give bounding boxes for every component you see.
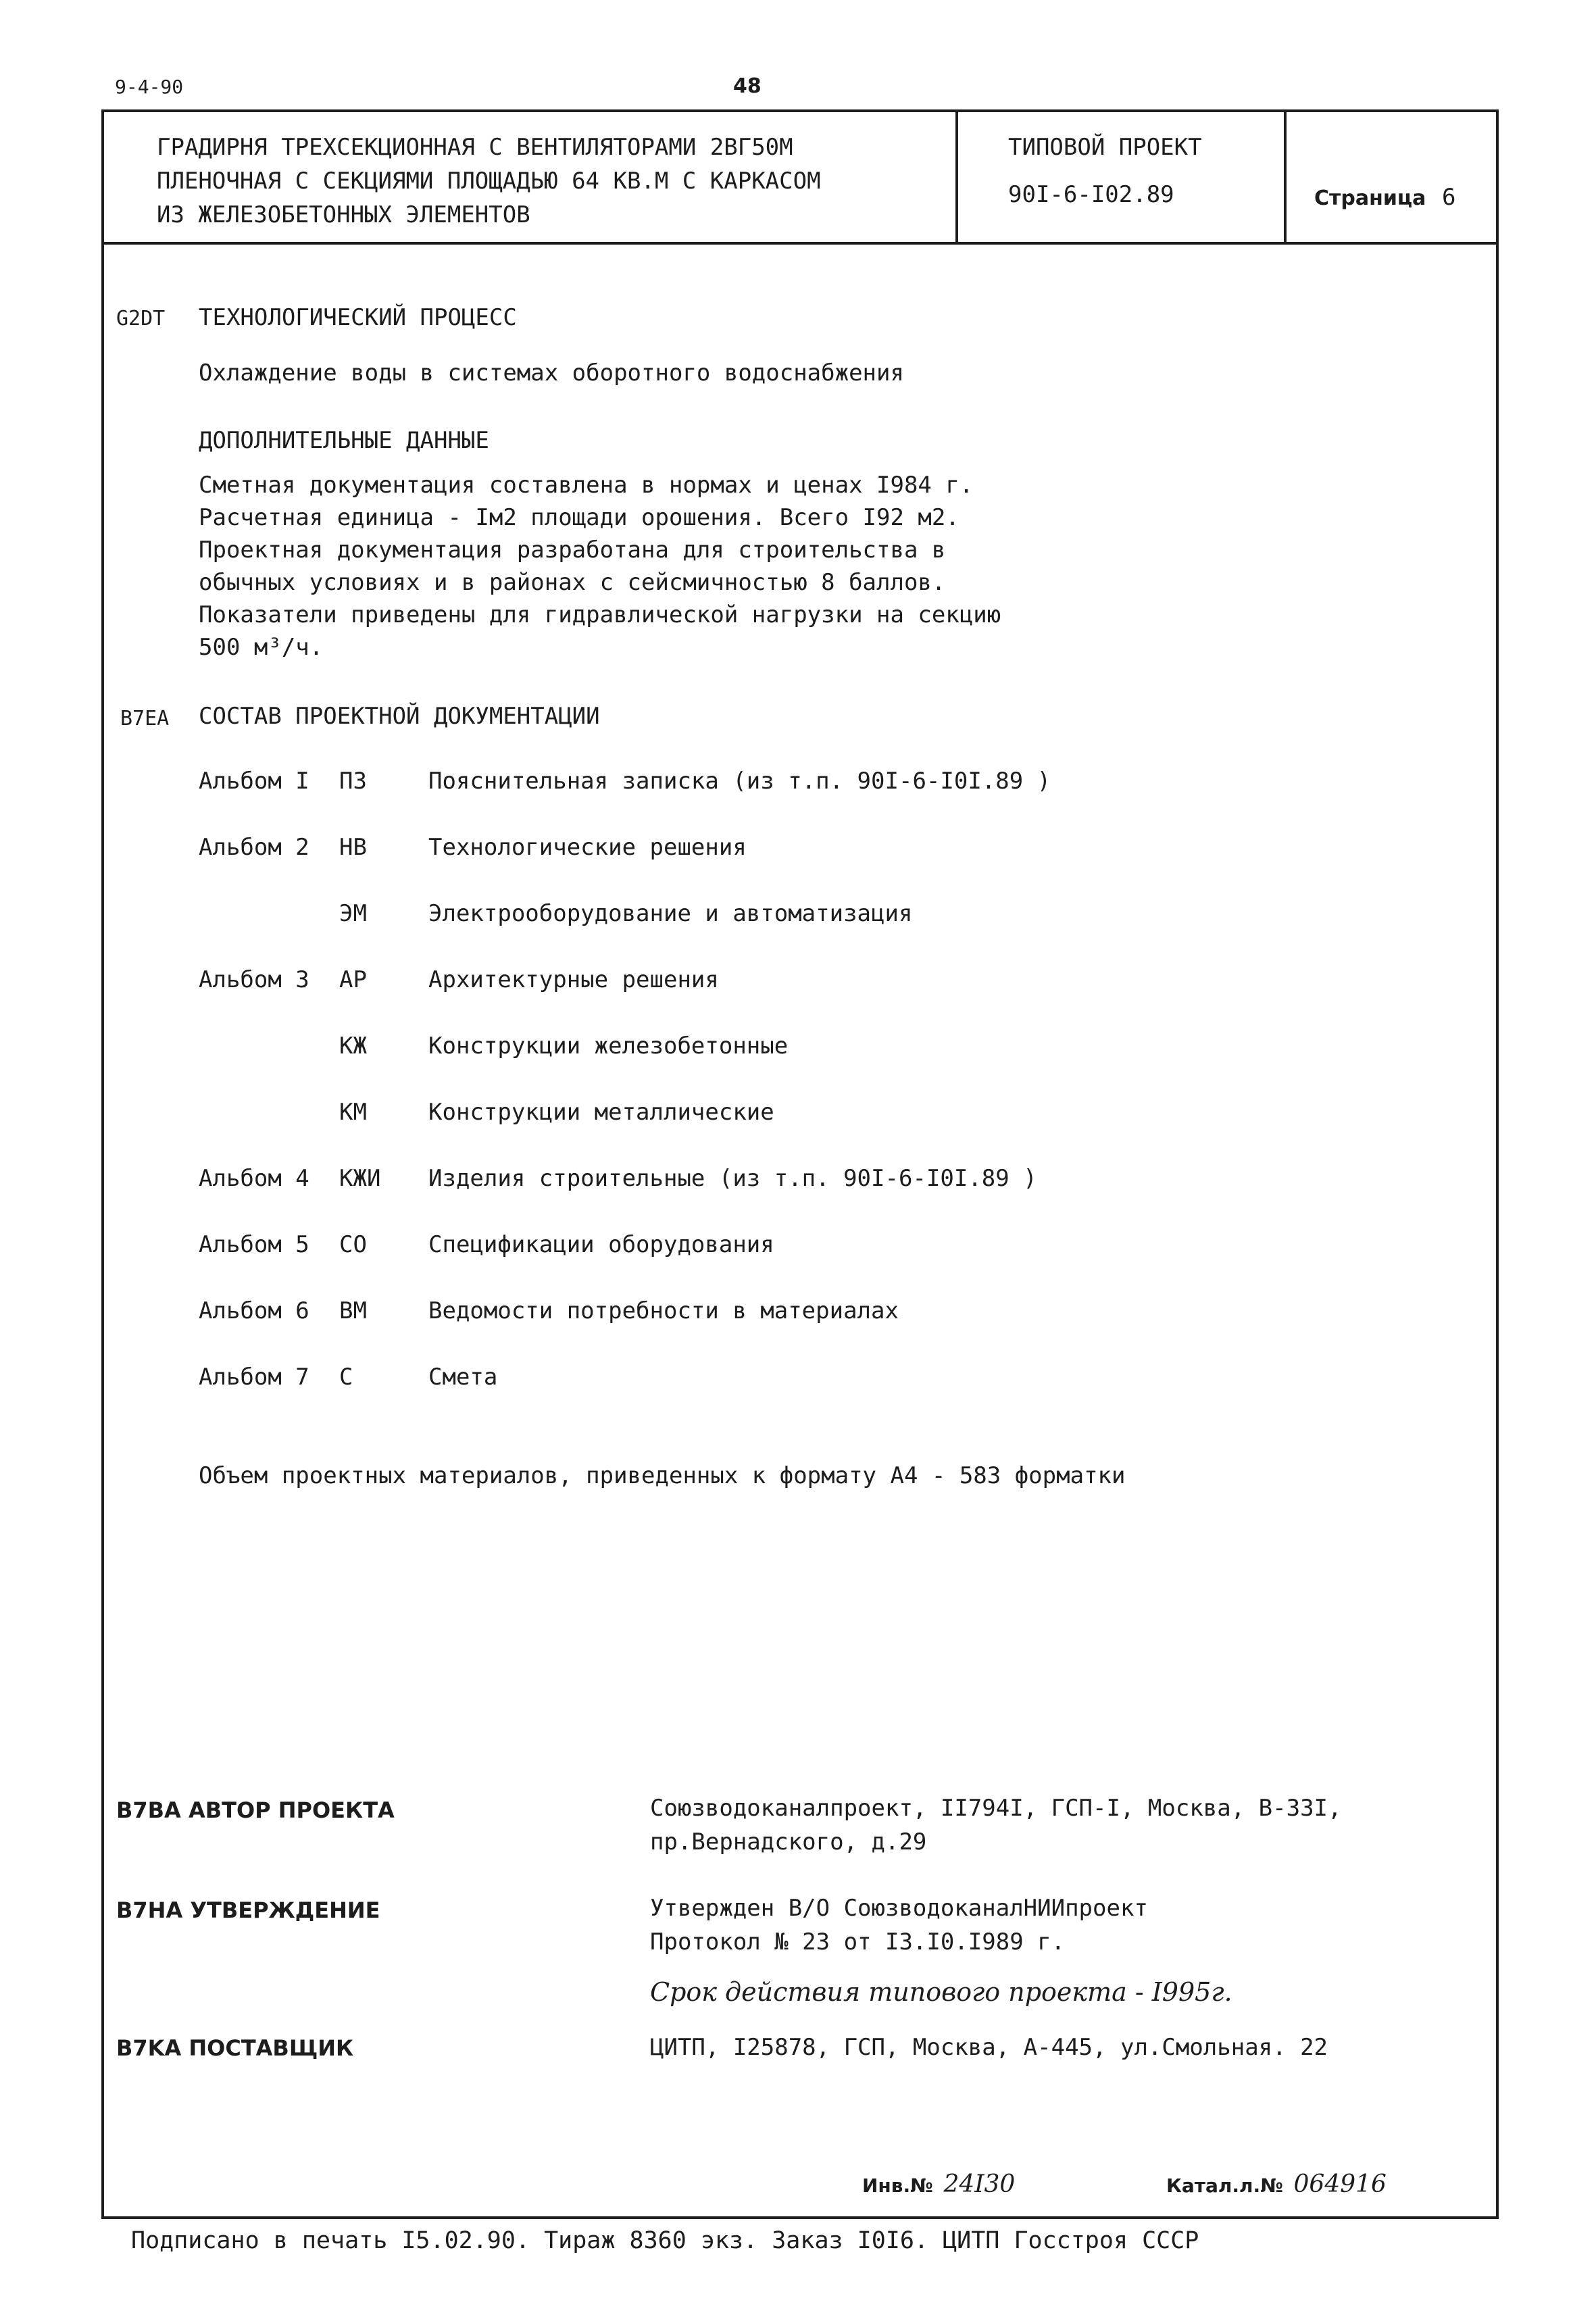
title-line: ИЗ ЖЕЛЕЗОБЕТОННЫХ ЭЛЕМЕНТОВ	[157, 201, 530, 228]
title-cell: Конструкции металлические	[428, 1099, 774, 1126]
header-divider-1	[955, 109, 958, 242]
mark-cell: ПЗ	[339, 768, 367, 795]
additional-line: Показатели приведены для гидравлической нагрузки на секцию	[199, 601, 1001, 628]
catalog-label: Катал.л.№	[1166, 2174, 1283, 2197]
mark-cell: ВМ	[339, 1297, 367, 1324]
inventory-label: Инв.№	[862, 2174, 933, 2197]
album-cell: Альбом 5	[199, 1231, 309, 1258]
album-cell: Альбом 2	[199, 834, 309, 861]
title-cell: Изделия строительные (из т.п. 90I-6-I0I.89 )	[428, 1165, 1037, 1192]
inventory-value: 24I30	[943, 2170, 1016, 2198]
project-type: ТИПОВОЙ ПРОЕКТ	[1008, 134, 1202, 161]
title-line: ГРАДИРНЯ ТРЕХСЕКЦИОННАЯ С ВЕНТИЛЯТОРАМИ 2ВГ50М	[157, 134, 793, 161]
additional-line: обычных условиях и в районах с сейсмичностью 8 баллов.	[199, 569, 946, 596]
title-cell: Архитектурные решения	[428, 966, 719, 993]
album-cell: Альбом 3	[199, 966, 309, 993]
title-cell: Пояснительная записка (из т.п. 90I-6-I0I.89 )	[428, 768, 1051, 795]
approval-line: Протокол № 23 от I3.I0.I989 г.	[650, 1928, 1066, 1956]
print-footer: Подписано в печать I5.02.90. Тираж 8360 экз. Заказ I0I6. ЦИТП Госстроя СССР	[131, 2227, 1199, 2254]
mark-cell: С	[339, 1364, 353, 1391]
additional-heading: ДОПОЛНИТЕЛЬНЫЕ ДАННЫЕ	[199, 427, 489, 454]
mark-cell: НВ	[339, 834, 367, 861]
mark-cell: КЖ	[339, 1032, 367, 1060]
album-cell: Альбом 6	[199, 1297, 309, 1324]
header-divider	[101, 242, 1499, 245]
title-line: ПЛЕНОЧНАЯ С СЕКЦИЯМИ ПЛОЩАДЬЮ 64 КВ.М С КАРКАСОМ	[157, 168, 821, 195]
page-label: Страница	[1314, 186, 1426, 210]
mark-cell: АР	[339, 966, 367, 993]
process-heading: ТЕХНОЛОГИЧЕСКИЙ ПРОЦЕСС	[199, 304, 517, 331]
catalog-number	[1166, 2170, 1387, 2198]
process-text: Охлаждение воды в системах оборотного водоснабжения	[199, 359, 904, 387]
print-date: 9-4-90	[115, 76, 184, 98]
additional-line: Сметная документация составлена в нормах и ценах I984 г.	[199, 472, 974, 499]
title-cell: Ведомости потребности в материалах	[428, 1297, 899, 1324]
title-cell: Смета	[428, 1364, 498, 1391]
supplier-text: ЦИТП, I25878, ГСП, Москва, А-445, ул.Смольная. 22	[650, 2034, 1328, 2061]
title-cell: Спецификации оборудования	[428, 1231, 774, 1258]
page-indicator	[1314, 184, 1455, 211]
process-code: G2DT	[116, 307, 166, 330]
additional-line: Расчетная единица - Iм2 площади орошения. Всего I92 м2.	[199, 504, 959, 531]
composition-code: B7EA	[120, 707, 170, 730]
approval-label: B7HA УТВЕРЖДЕНИЕ	[116, 1897, 380, 1923]
title-cell: Электрооборудование и автоматизация	[428, 900, 913, 927]
header-divider-2	[1284, 109, 1287, 242]
mark-cell: КМ	[339, 1099, 367, 1126]
supplier-label: B7KA ПОСТАВЩИК	[116, 2035, 354, 2061]
approval-line: Утвержден В/О СоюзводоканалНИИпроект	[650, 1895, 1148, 1922]
album-cell: Альбом 4	[199, 1165, 309, 1192]
sheet-number: 48	[733, 74, 762, 98]
catalog-value: 064916	[1293, 2170, 1387, 2198]
mark-cell: ЭМ	[339, 900, 367, 927]
title-cell: Конструкции железобетонные	[428, 1032, 789, 1060]
author-line: пр.Вернадского, д.29	[650, 1828, 927, 1856]
composition-heading: СОСТАВ ПРОЕКТНОЙ ДОКУМЕНТАЦИИ	[199, 703, 600, 730]
author-line: Союзводоканалпроект, II794I, ГСП-I, Москва, В-33I,	[650, 1795, 1342, 1822]
additional-line: 500 м³/ч.	[199, 634, 324, 661]
album-cell: Альбом I	[199, 768, 309, 795]
validity-text: Срок действия типового проекта - I995г.	[650, 1977, 1232, 2007]
inventory-number	[862, 2170, 1015, 2198]
page-value: 6	[1442, 184, 1456, 211]
volume-text: Объем проектных материалов, приведенных к формату А4 - 583 форматки	[199, 1462, 1126, 1489]
additional-line: Проектная документация разработана для строительства в	[199, 537, 946, 564]
album-cell: Альбом 7	[199, 1364, 309, 1391]
project-number: 90I-6-I02.89	[1008, 181, 1174, 208]
author-label: B7BA АВТОР ПРОЕКТА	[116, 1797, 395, 1823]
mark-cell: КЖИ	[339, 1165, 381, 1192]
mark-cell: СО	[339, 1231, 367, 1258]
title-cell: Технологические решения	[428, 834, 747, 861]
